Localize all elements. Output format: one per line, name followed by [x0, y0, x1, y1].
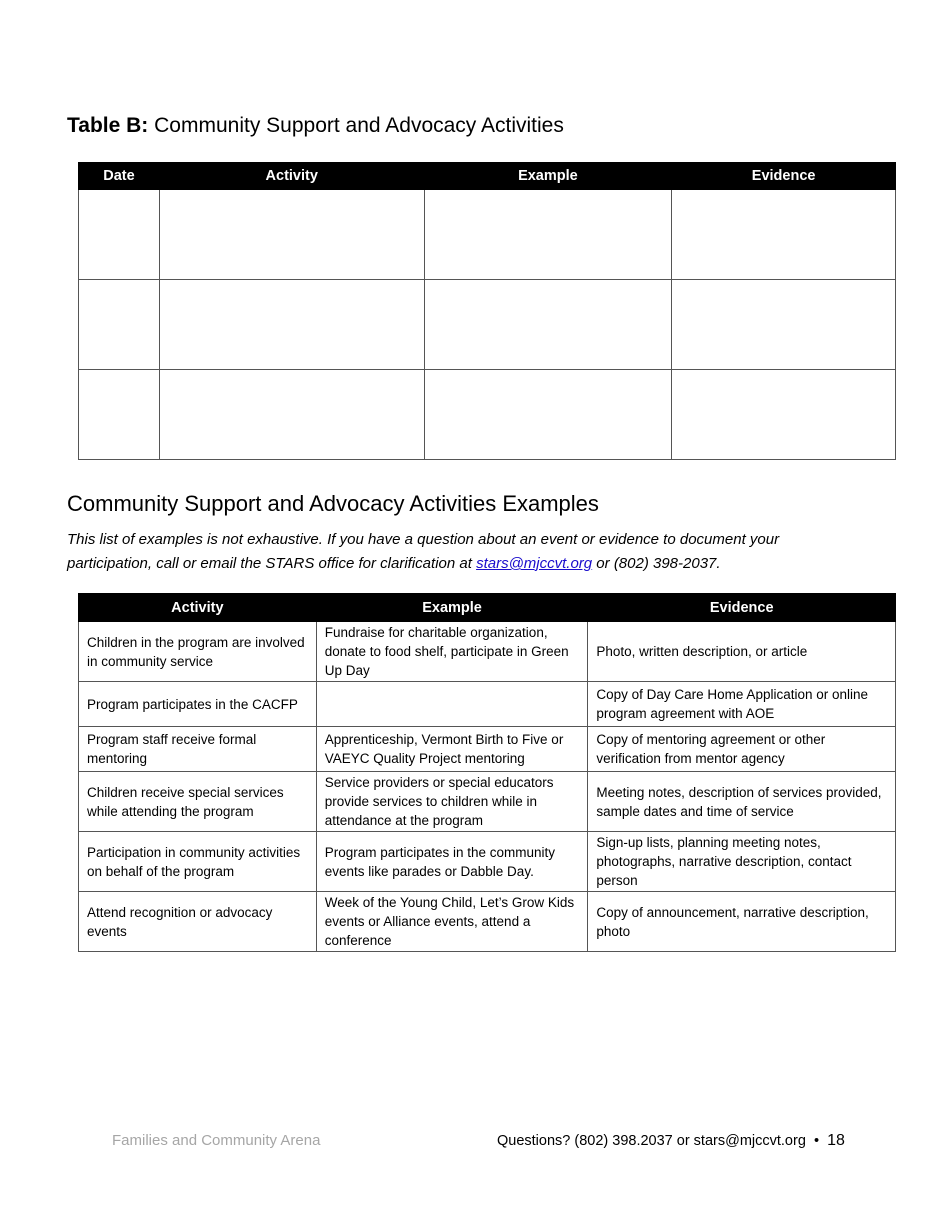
table-b [78, 162, 896, 460]
table-cell: Copy of mentoring agreement or other verification from mentor agency [588, 727, 896, 772]
table-b-empty-cell[interactable] [424, 280, 672, 370]
table-row [79, 772, 896, 832]
examples-header-cell: Evidence [588, 594, 896, 622]
table-b-empty-cell[interactable] [424, 190, 672, 280]
examples-table [78, 593, 896, 952]
table-b-header-cell: Activity [159, 163, 424, 190]
table-row [79, 892, 896, 952]
table-cell: Attend recognition or advocacy events [79, 892, 317, 952]
table-cell: Sign-up lists, planning meeting notes, photographs, narrative description, contact person [588, 832, 896, 892]
page-number: 18 [827, 1132, 845, 1149]
examples-heading: Community Support and Advocacy Activities Examples [67, 491, 599, 516]
table-cell: Program staff receive formal mentoring [79, 727, 317, 772]
email-link[interactable]: stars@mjccvt.org [476, 555, 593, 572]
table-row [79, 682, 896, 727]
table-b-empty-cell[interactable] [672, 190, 896, 280]
table-cell: Service providers or special educators provide services to children while in attendance at the program [316, 772, 588, 832]
table-b-empty-cell[interactable] [672, 280, 896, 370]
table-cell: Program participates in the CACFP [79, 682, 317, 727]
table-cell: Children receive special services while attending the program [79, 772, 317, 832]
footer-bullet: • [813, 1133, 820, 1149]
table-b-empty-cell[interactable] [424, 370, 672, 460]
examples-header-cell: Example [316, 594, 588, 622]
table-cell: Photo, written description, or article [588, 622, 896, 682]
table-b-label: Table B: [67, 114, 149, 137]
footer-contact-text: Questions? (802) 398.2037 or stars@mjccvt.org [497, 1133, 806, 1149]
table-b-header-row [79, 163, 896, 190]
table-b-empty-cell[interactable] [159, 370, 424, 460]
table-row [79, 280, 896, 370]
footer-contact [497, 1132, 845, 1150]
examples-header-cell: Activity [79, 594, 317, 622]
table-row [79, 727, 896, 772]
table-row [79, 370, 896, 460]
table-cell: Children in the program are involved in community service [79, 622, 317, 682]
table-b-header-cell: Example [424, 163, 672, 190]
table-row [79, 832, 896, 892]
intro-text: This list of examples is not exhaustive. If you have a question about an event or evidence to document your participation, call or email the STARS office for clarification at [67, 531, 780, 572]
table-b-empty-cell[interactable] [159, 280, 424, 370]
table-cell: Apprenticeship, Vermont Birth to Five or VAEYC Quality Project mentoring [316, 727, 588, 772]
table-cell: Week of the Young Child, Let’s Grow Kids events or Alliance events, attend a conference [316, 892, 588, 952]
table-b-empty-cell[interactable] [159, 190, 424, 280]
table-cell: Participation in community activities on behalf of the program [79, 832, 317, 892]
footer-section-name: Families and Community Arena [112, 1132, 321, 1149]
table-b-empty-cell[interactable] [672, 370, 896, 460]
table-b-header-cell: Evidence [672, 163, 896, 190]
table-cell: Copy of Day Care Home Application or online program agreement with AOE [588, 682, 896, 727]
table-b-empty-cell[interactable] [79, 190, 160, 280]
table-cell: Fundraise for charitable organization, donate to food shelf, participate in Green Up Day [316, 622, 588, 682]
table-cell: Program participates in the community events like parades or Dabble Day. [316, 832, 588, 892]
table-cell: Meeting notes, description of services provided, sample dates and time of service [588, 772, 896, 832]
table-b-empty-cell[interactable] [79, 280, 160, 370]
intro-text-end: or (802) 398-2037. [592, 555, 721, 572]
table-b-header-cell: Date [79, 163, 160, 190]
table-row [79, 622, 896, 682]
table-b-empty-cell[interactable] [79, 370, 160, 460]
examples-header-row [79, 594, 896, 622]
table-b-title-text: Community Support and Advocacy Activities [148, 114, 564, 137]
table-cell: Copy of announcement, narrative description, photo [588, 892, 896, 952]
table-row [79, 190, 896, 280]
table-b-title [67, 114, 564, 138]
examples-intro [67, 528, 867, 576]
table-cell [316, 682, 588, 727]
